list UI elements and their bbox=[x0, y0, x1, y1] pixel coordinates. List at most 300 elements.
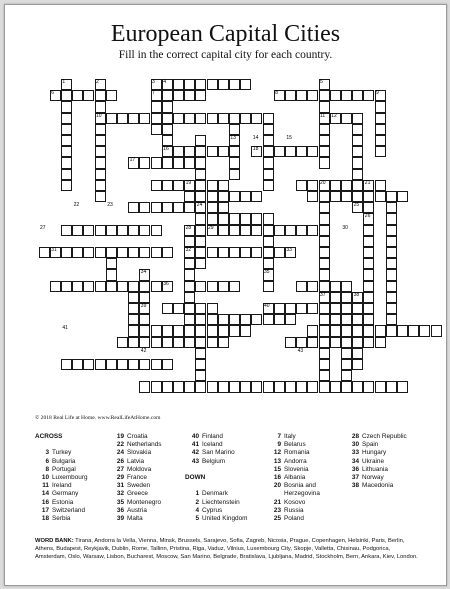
crossword-cell[interactable] bbox=[139, 281, 150, 292]
crossword-cell[interactable] bbox=[319, 225, 330, 236]
crossword-cell[interactable] bbox=[151, 157, 162, 168]
crossword-cell[interactable] bbox=[139, 359, 150, 370]
crossword-cell[interactable] bbox=[151, 325, 162, 336]
crossword-cell[interactable] bbox=[341, 348, 352, 359]
crossword-cell[interactable] bbox=[162, 157, 173, 168]
crossword-cell[interactable] bbox=[218, 180, 229, 191]
crossword-cell[interactable] bbox=[319, 269, 330, 280]
crossword-cell[interactable] bbox=[341, 359, 352, 370]
crossword-cell[interactable] bbox=[386, 314, 397, 325]
crossword-cell[interactable] bbox=[229, 79, 240, 90]
crossword-cell[interactable] bbox=[375, 124, 386, 135]
crossword-cell[interactable] bbox=[218, 281, 229, 292]
crossword-cell[interactable] bbox=[330, 281, 341, 292]
crossword-cell[interactable] bbox=[173, 325, 184, 336]
crossword-cell[interactable] bbox=[184, 303, 195, 314]
crossword-cell[interactable] bbox=[240, 191, 251, 202]
crossword-cell[interactable] bbox=[61, 135, 72, 146]
crossword-cell[interactable] bbox=[151, 359, 162, 370]
crossword-cell[interactable] bbox=[173, 180, 184, 191]
crossword-cell[interactable] bbox=[195, 381, 206, 392]
crossword-cell[interactable] bbox=[341, 325, 352, 336]
crossword-cell[interactable] bbox=[285, 90, 296, 101]
crossword-cell[interactable] bbox=[95, 225, 106, 236]
crossword-cell[interactable] bbox=[319, 202, 330, 213]
crossword-cell[interactable] bbox=[307, 337, 318, 348]
crossword-cell[interactable] bbox=[352, 124, 363, 135]
crossword-cell[interactable] bbox=[195, 90, 206, 101]
crossword-cell[interactable] bbox=[184, 292, 195, 303]
crossword-cell[interactable] bbox=[319, 90, 330, 101]
crossword-cell[interactable] bbox=[386, 269, 397, 280]
crossword-cell[interactable] bbox=[173, 202, 184, 213]
crossword-cell[interactable] bbox=[296, 381, 307, 392]
crossword-cell[interactable] bbox=[307, 381, 318, 392]
crossword-cell[interactable] bbox=[240, 247, 251, 258]
crossword-cell[interactable] bbox=[151, 247, 162, 258]
crossword-cell[interactable] bbox=[83, 90, 94, 101]
crossword-cell[interactable] bbox=[229, 146, 240, 157]
crossword-cell[interactable] bbox=[218, 314, 229, 325]
crossword-cell[interactable] bbox=[162, 90, 173, 101]
crossword-cell[interactable] bbox=[162, 135, 173, 146]
crossword-cell[interactable] bbox=[128, 281, 139, 292]
crossword-cell[interactable] bbox=[162, 337, 173, 348]
crossword-cell[interactable] bbox=[195, 169, 206, 180]
crossword-cell[interactable] bbox=[285, 314, 296, 325]
crossword-cell[interactable] bbox=[397, 381, 408, 392]
crossword-cell[interactable] bbox=[408, 325, 419, 336]
crossword-cell[interactable] bbox=[195, 247, 206, 258]
crossword-cell[interactable] bbox=[139, 247, 150, 258]
crossword-cell[interactable] bbox=[319, 191, 330, 202]
crossword-cell[interactable] bbox=[341, 337, 352, 348]
crossword-cell[interactable] bbox=[341, 292, 352, 303]
crossword-cell[interactable] bbox=[61, 359, 72, 370]
crossword-cell[interactable] bbox=[341, 281, 352, 292]
crossword-cell[interactable] bbox=[162, 101, 173, 112]
crossword-cell[interactable] bbox=[229, 225, 240, 236]
crossword-cell[interactable] bbox=[139, 157, 150, 168]
crossword-cell[interactable] bbox=[139, 314, 150, 325]
crossword-cell[interactable] bbox=[151, 381, 162, 392]
crossword-cell[interactable] bbox=[386, 191, 397, 202]
crossword-cell[interactable] bbox=[319, 281, 330, 292]
crossword-cell[interactable] bbox=[207, 381, 218, 392]
crossword-cell[interactable] bbox=[173, 146, 184, 157]
crossword-cell[interactable] bbox=[330, 325, 341, 336]
crossword-cell[interactable] bbox=[61, 225, 72, 236]
crossword-cell[interactable] bbox=[173, 90, 184, 101]
crossword-cell[interactable] bbox=[319, 157, 330, 168]
crossword-cell[interactable] bbox=[229, 213, 240, 224]
crossword-cell[interactable] bbox=[319, 213, 330, 224]
crossword-cell[interactable] bbox=[397, 191, 408, 202]
crossword-cell[interactable] bbox=[195, 236, 206, 247]
crossword-cell[interactable] bbox=[229, 325, 240, 336]
crossword-cell[interactable] bbox=[61, 157, 72, 168]
crossword-cell[interactable] bbox=[195, 191, 206, 202]
crossword-cell[interactable] bbox=[363, 258, 374, 269]
crossword-cell[interactable] bbox=[151, 101, 162, 112]
crossword-cell[interactable] bbox=[341, 90, 352, 101]
crossword-cell[interactable] bbox=[95, 124, 106, 135]
crossword-cell[interactable] bbox=[307, 191, 318, 202]
crossword-cell[interactable] bbox=[229, 157, 240, 168]
crossword-cell[interactable] bbox=[319, 314, 330, 325]
crossword-cell[interactable] bbox=[184, 113, 195, 124]
crossword-cell[interactable] bbox=[263, 113, 274, 124]
crossword-cell[interactable] bbox=[330, 292, 341, 303]
crossword-cell[interactable] bbox=[352, 325, 363, 336]
crossword-cell[interactable] bbox=[352, 135, 363, 146]
crossword-cell[interactable] bbox=[195, 135, 206, 146]
crossword-cell[interactable] bbox=[195, 337, 206, 348]
crossword-cell[interactable] bbox=[72, 247, 83, 258]
crossword-cell[interactable] bbox=[61, 180, 72, 191]
crossword-cell[interactable] bbox=[229, 191, 240, 202]
crossword-cell[interactable] bbox=[319, 381, 330, 392]
crossword-cell[interactable] bbox=[307, 90, 318, 101]
crossword-cell[interactable] bbox=[195, 213, 206, 224]
crossword-cell[interactable] bbox=[307, 146, 318, 157]
crossword-cell[interactable] bbox=[263, 247, 274, 258]
crossword-cell[interactable] bbox=[139, 325, 150, 336]
crossword-cell[interactable] bbox=[363, 314, 374, 325]
crossword-cell[interactable] bbox=[263, 146, 274, 157]
crossword-cell[interactable] bbox=[162, 325, 173, 336]
crossword-cell[interactable] bbox=[363, 337, 374, 348]
crossword-cell[interactable] bbox=[363, 191, 374, 202]
crossword-cell[interactable] bbox=[229, 381, 240, 392]
crossword-cell[interactable] bbox=[218, 337, 229, 348]
crossword-cell[interactable] bbox=[251, 191, 262, 202]
crossword-cell[interactable] bbox=[207, 180, 218, 191]
crossword-cell[interactable] bbox=[352, 314, 363, 325]
crossword-cell[interactable] bbox=[106, 247, 117, 258]
crossword-cell[interactable] bbox=[162, 247, 173, 258]
crossword-cell[interactable] bbox=[375, 135, 386, 146]
crossword-cell[interactable] bbox=[173, 79, 184, 90]
crossword-cell[interactable] bbox=[184, 258, 195, 269]
crossword-cell[interactable] bbox=[95, 146, 106, 157]
crossword-cell[interactable] bbox=[39, 247, 50, 258]
crossword-cell[interactable] bbox=[307, 325, 318, 336]
crossword-cell[interactable] bbox=[106, 113, 117, 124]
crossword-cell[interactable] bbox=[184, 269, 195, 280]
crossword-cell[interactable] bbox=[173, 337, 184, 348]
crossword-cell[interactable] bbox=[50, 281, 61, 292]
crossword-cell[interactable] bbox=[307, 225, 318, 236]
crossword-cell[interactable] bbox=[83, 281, 94, 292]
crossword-cell[interactable] bbox=[319, 135, 330, 146]
crossword-cell[interactable] bbox=[363, 269, 374, 280]
crossword-cell[interactable] bbox=[240, 325, 251, 336]
crossword-cell[interactable] bbox=[263, 124, 274, 135]
crossword-cell[interactable] bbox=[307, 180, 318, 191]
crossword-cell[interactable] bbox=[375, 146, 386, 157]
crossword-cell[interactable] bbox=[106, 269, 117, 280]
crossword-cell[interactable] bbox=[352, 157, 363, 168]
crossword-cell[interactable] bbox=[229, 314, 240, 325]
crossword-cell[interactable] bbox=[319, 359, 330, 370]
crossword-cell[interactable] bbox=[218, 225, 229, 236]
crossword-cell[interactable] bbox=[218, 191, 229, 202]
crossword-cell[interactable] bbox=[319, 337, 330, 348]
crossword-cell[interactable] bbox=[251, 314, 262, 325]
crossword-cell[interactable] bbox=[151, 337, 162, 348]
crossword-cell[interactable] bbox=[251, 113, 262, 124]
crossword-cell[interactable] bbox=[363, 325, 374, 336]
crossword-cell[interactable] bbox=[61, 281, 72, 292]
crossword-cell[interactable] bbox=[296, 90, 307, 101]
crossword-cell[interactable] bbox=[72, 281, 83, 292]
crossword-cell[interactable] bbox=[207, 213, 218, 224]
crossword-cell[interactable] bbox=[218, 79, 229, 90]
crossword-cell[interactable] bbox=[195, 146, 206, 157]
crossword-cell[interactable] bbox=[375, 101, 386, 112]
crossword-cell[interactable] bbox=[251, 225, 262, 236]
crossword-cell[interactable] bbox=[386, 236, 397, 247]
crossword-cell[interactable] bbox=[139, 202, 150, 213]
crossword-cell[interactable] bbox=[285, 303, 296, 314]
crossword-cell[interactable] bbox=[61, 90, 72, 101]
crossword-cell[interactable] bbox=[363, 381, 374, 392]
crossword-cell[interactable] bbox=[128, 225, 139, 236]
crossword-cell[interactable] bbox=[95, 101, 106, 112]
crossword-cell[interactable] bbox=[173, 303, 184, 314]
crossword-cell[interactable] bbox=[229, 169, 240, 180]
crossword-cell[interactable] bbox=[341, 370, 352, 381]
crossword-cell[interactable] bbox=[263, 169, 274, 180]
crossword-cell[interactable] bbox=[151, 113, 162, 124]
crossword-cell[interactable] bbox=[263, 225, 274, 236]
crossword-cell[interactable] bbox=[106, 258, 117, 269]
crossword-cell[interactable] bbox=[117, 247, 128, 258]
crossword-cell[interactable] bbox=[207, 325, 218, 336]
crossword-cell[interactable] bbox=[330, 90, 341, 101]
crossword-cell[interactable] bbox=[95, 191, 106, 202]
crossword-cell[interactable] bbox=[263, 157, 274, 168]
crossword-cell[interactable] bbox=[72, 90, 83, 101]
crossword-cell[interactable] bbox=[72, 359, 83, 370]
crossword-cell[interactable] bbox=[207, 281, 218, 292]
crossword-cell[interactable] bbox=[352, 113, 363, 124]
crossword-cell[interactable] bbox=[296, 281, 307, 292]
crossword-cell[interactable] bbox=[352, 359, 363, 370]
crossword-cell[interactable] bbox=[207, 303, 218, 314]
crossword-cell[interactable] bbox=[341, 191, 352, 202]
crossword-cell[interactable] bbox=[184, 79, 195, 90]
crossword-cell[interactable] bbox=[296, 180, 307, 191]
crossword-cell[interactable] bbox=[162, 180, 173, 191]
crossword-cell[interactable] bbox=[263, 281, 274, 292]
crossword-cell[interactable] bbox=[296, 337, 307, 348]
crossword-cell[interactable] bbox=[207, 202, 218, 213]
crossword-cell[interactable] bbox=[139, 113, 150, 124]
crossword-cell[interactable] bbox=[83, 225, 94, 236]
crossword-cell[interactable] bbox=[207, 314, 218, 325]
crossword-cell[interactable] bbox=[139, 292, 150, 303]
crossword-cell[interactable] bbox=[274, 225, 285, 236]
crossword-cell[interactable] bbox=[229, 124, 240, 135]
crossword-cell[interactable] bbox=[330, 337, 341, 348]
crossword-cell[interactable] bbox=[296, 225, 307, 236]
crossword-cell[interactable] bbox=[319, 146, 330, 157]
crossword-cell[interactable] bbox=[128, 314, 139, 325]
crossword-cell[interactable] bbox=[139, 225, 150, 236]
crossword-cell[interactable] bbox=[319, 124, 330, 135]
crossword-cell[interactable] bbox=[207, 79, 218, 90]
crossword-cell[interactable] bbox=[319, 370, 330, 381]
crossword-cell[interactable] bbox=[128, 113, 139, 124]
crossword-cell[interactable] bbox=[251, 213, 262, 224]
crossword-cell[interactable] bbox=[341, 113, 352, 124]
crossword-cell[interactable] bbox=[363, 292, 374, 303]
crossword-cell[interactable] bbox=[184, 314, 195, 325]
crossword-cell[interactable] bbox=[274, 247, 285, 258]
crossword-cell[interactable] bbox=[195, 180, 206, 191]
crossword-cell[interactable] bbox=[162, 303, 173, 314]
crossword-cell[interactable] bbox=[251, 381, 262, 392]
crossword-cell[interactable] bbox=[363, 236, 374, 247]
crossword-cell[interactable] bbox=[95, 157, 106, 168]
crossword-cell[interactable] bbox=[117, 359, 128, 370]
crossword-cell[interactable] bbox=[352, 191, 363, 202]
crossword-cell[interactable] bbox=[207, 191, 218, 202]
crossword-cell[interactable] bbox=[173, 157, 184, 168]
crossword-cell[interactable] bbox=[106, 359, 117, 370]
crossword-cell[interactable] bbox=[95, 169, 106, 180]
crossword-cell[interactable] bbox=[307, 303, 318, 314]
crossword-cell[interactable] bbox=[184, 157, 195, 168]
crossword-cell[interactable] bbox=[375, 325, 386, 336]
crossword-cell[interactable] bbox=[229, 113, 240, 124]
crossword-cell[interactable] bbox=[95, 281, 106, 292]
crossword-cell[interactable] bbox=[184, 325, 195, 336]
crossword-cell[interactable] bbox=[386, 225, 397, 236]
crossword-cell[interactable] bbox=[151, 124, 162, 135]
crossword-cell[interactable] bbox=[319, 258, 330, 269]
crossword-cell[interactable] bbox=[319, 325, 330, 336]
crossword-cell[interactable] bbox=[117, 225, 128, 236]
crossword-cell[interactable] bbox=[117, 113, 128, 124]
crossword-cell[interactable] bbox=[319, 247, 330, 258]
crossword-cell[interactable] bbox=[251, 247, 262, 258]
crossword-cell[interactable] bbox=[162, 124, 173, 135]
crossword-cell[interactable] bbox=[263, 314, 274, 325]
crossword-cell[interactable] bbox=[386, 325, 397, 336]
crossword-cell[interactable] bbox=[128, 337, 139, 348]
crossword-cell[interactable] bbox=[106, 225, 117, 236]
crossword-cell[interactable] bbox=[207, 146, 218, 157]
crossword-cell[interactable] bbox=[218, 247, 229, 258]
crossword-cell[interactable] bbox=[352, 381, 363, 392]
crossword-cell[interactable] bbox=[240, 314, 251, 325]
crossword-cell[interactable] bbox=[386, 202, 397, 213]
crossword-cell[interactable] bbox=[184, 146, 195, 157]
crossword-cell[interactable] bbox=[128, 325, 139, 336]
crossword-cell[interactable] bbox=[363, 247, 374, 258]
crossword-cell[interactable] bbox=[386, 381, 397, 392]
crossword-cell[interactable] bbox=[330, 191, 341, 202]
crossword-cell[interactable] bbox=[162, 202, 173, 213]
crossword-cell[interactable] bbox=[363, 281, 374, 292]
crossword-cell[interactable] bbox=[330, 381, 341, 392]
crossword-cell[interactable] bbox=[117, 281, 128, 292]
crossword-cell[interactable] bbox=[195, 370, 206, 381]
crossword-cell[interactable] bbox=[307, 281, 318, 292]
crossword-cell[interactable] bbox=[151, 202, 162, 213]
crossword-cell[interactable] bbox=[83, 359, 94, 370]
crossword-cell[interactable] bbox=[319, 303, 330, 314]
crossword-cell[interactable] bbox=[386, 213, 397, 224]
crossword-cell[interactable] bbox=[128, 303, 139, 314]
crossword-cell[interactable] bbox=[195, 303, 206, 314]
crossword-cell[interactable] bbox=[229, 281, 240, 292]
crossword-cell[interactable] bbox=[285, 337, 296, 348]
crossword-cell[interactable] bbox=[184, 236, 195, 247]
crossword-cell[interactable] bbox=[139, 381, 150, 392]
crossword-cell[interactable] bbox=[341, 303, 352, 314]
crossword-cell[interactable] bbox=[263, 381, 274, 392]
crossword-cell[interactable] bbox=[240, 79, 251, 90]
crossword-cell[interactable] bbox=[274, 314, 285, 325]
crossword-cell[interactable] bbox=[386, 258, 397, 269]
crossword-cell[interactable] bbox=[195, 258, 206, 269]
crossword-cell[interactable] bbox=[240, 213, 251, 224]
crossword-cell[interactable] bbox=[386, 281, 397, 292]
crossword-cell[interactable] bbox=[263, 213, 274, 224]
crossword-cell[interactable] bbox=[162, 113, 173, 124]
crossword-cell[interactable] bbox=[218, 146, 229, 157]
crossword-cell[interactable] bbox=[128, 202, 139, 213]
crossword-cell[interactable] bbox=[386, 292, 397, 303]
crossword-cell[interactable] bbox=[296, 303, 307, 314]
crossword-cell[interactable] bbox=[139, 337, 150, 348]
crossword-cell[interactable] bbox=[386, 303, 397, 314]
crossword-cell[interactable] bbox=[184, 191, 195, 202]
crossword-cell[interactable] bbox=[263, 180, 274, 191]
crossword-cell[interactable] bbox=[162, 359, 173, 370]
crossword-cell[interactable] bbox=[363, 225, 374, 236]
crossword-cell[interactable] bbox=[240, 381, 251, 392]
crossword-cell[interactable] bbox=[207, 113, 218, 124]
crossword-cell[interactable] bbox=[218, 113, 229, 124]
crossword-cell[interactable] bbox=[207, 247, 218, 258]
crossword-cell[interactable] bbox=[173, 381, 184, 392]
crossword-cell[interactable] bbox=[218, 325, 229, 336]
crossword-cell[interactable] bbox=[128, 247, 139, 258]
crossword-cell[interactable] bbox=[72, 225, 83, 236]
crossword-cell[interactable] bbox=[274, 303, 285, 314]
crossword-cell[interactable] bbox=[184, 202, 195, 213]
crossword-cell[interactable] bbox=[195, 359, 206, 370]
crossword-cell[interactable] bbox=[240, 225, 251, 236]
crossword-cell[interactable] bbox=[151, 281, 162, 292]
crossword-cell[interactable] bbox=[375, 180, 386, 191]
crossword-cell[interactable] bbox=[352, 169, 363, 180]
crossword-cell[interactable] bbox=[285, 225, 296, 236]
crossword-cell[interactable] bbox=[229, 247, 240, 258]
crossword-cell[interactable] bbox=[352, 348, 363, 359]
crossword-cell[interactable] bbox=[128, 359, 139, 370]
crossword-cell[interactable] bbox=[375, 381, 386, 392]
crossword-cell[interactable] bbox=[162, 381, 173, 392]
crossword-cell[interactable] bbox=[151, 225, 162, 236]
crossword-cell[interactable] bbox=[352, 337, 363, 348]
crossword-cell[interactable] bbox=[195, 325, 206, 336]
